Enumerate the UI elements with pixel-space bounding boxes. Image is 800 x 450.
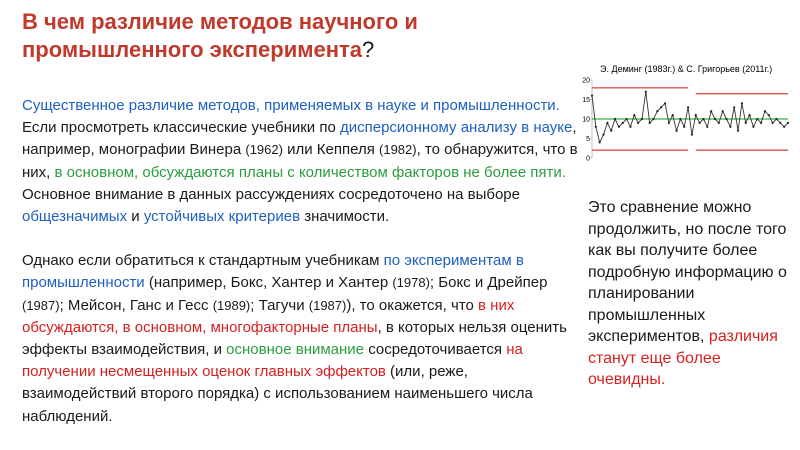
- text-span: общезначимых: [22, 208, 128, 226]
- year-ref: (1982): [379, 142, 417, 158]
- data-point: [668, 122, 670, 124]
- text-span: Однако если обратиться к стандартным учебникам: [22, 252, 384, 270]
- y-tick-label: 5: [586, 136, 590, 143]
- data-point: [772, 122, 774, 124]
- data-point: [752, 126, 754, 128]
- side-text: Это сравнение можно продолжить, но после того как вы получите более подробную информацию о планировании промышленных экспериментов,: [588, 199, 787, 345]
- data-point: [733, 106, 735, 108]
- data-point: [645, 91, 647, 93]
- chart-title: Э. Деминг (1983г.) & С. Григорьев (2011г.): [600, 64, 773, 74]
- year-ref: (1987): [22, 297, 60, 313]
- data-point: [652, 118, 654, 120]
- year-ref: (1978): [392, 275, 430, 291]
- text-span: дисперсионному анализу в науке: [339, 119, 573, 137]
- title-text: В чем различие методов научного и промышленного эксперимента: [22, 9, 418, 62]
- text-span: сосредоточивается: [364, 341, 507, 359]
- data-point: [683, 126, 685, 128]
- data-point: [699, 122, 701, 124]
- control-chart: [582, 62, 794, 162]
- data-point: [787, 122, 789, 124]
- data-point: [748, 114, 750, 116]
- side-note: [588, 197, 798, 391]
- data-point: [741, 102, 743, 104]
- data-point: [725, 118, 727, 120]
- data-point: [706, 126, 708, 128]
- control-chart-svg: [582, 62, 794, 162]
- text-span: ; Тагучи: [250, 296, 309, 314]
- text-span: устойчивых критериев: [143, 208, 301, 226]
- data-point: [641, 118, 643, 120]
- data-point: [737, 130, 739, 132]
- text-span: по экспериментам в промышленности: [22, 252, 524, 292]
- main-text: [22, 95, 578, 428]
- text-span: ), то окажется, что: [346, 296, 479, 314]
- text-span: значимости.: [300, 208, 390, 226]
- text-span: в основном, обсуждаются планы с количеством факторов не более пяти.: [54, 163, 566, 181]
- data-point: [637, 122, 639, 124]
- text-span: основное внимание: [226, 341, 365, 359]
- data-point: [768, 114, 770, 116]
- data-point: [779, 122, 781, 124]
- data-point: [633, 114, 635, 116]
- text-span: ; Бокс и Дрейпер: [429, 274, 548, 292]
- slide-title: [22, 8, 562, 64]
- text-span: и: [127, 208, 144, 226]
- data-point: [756, 118, 758, 120]
- side-highlight: различия станут еще более очевидны.: [588, 328, 778, 388]
- data-point: [606, 122, 608, 124]
- text-span: , то обнаружится, что в них,: [22, 141, 578, 181]
- data-point: [783, 126, 785, 128]
- paragraph-industry: [22, 250, 578, 428]
- data-point: [614, 118, 616, 120]
- data-point: [625, 118, 627, 120]
- data-point: [722, 110, 724, 112]
- data-point: [595, 126, 597, 128]
- data-point: [695, 114, 697, 116]
- text-span: Существенное различие методов, применяемых в науке и промышленности.: [22, 97, 560, 114]
- data-point: [702, 118, 704, 120]
- text-span: , например, монографии Винера: [22, 119, 577, 159]
- data-point: [629, 126, 631, 128]
- data-point: [718, 122, 720, 124]
- data-point: [618, 126, 620, 128]
- text-span: (или, реже, взаимодействий второго порядка) с использованием наименьшего числа наблюдений.: [22, 363, 533, 425]
- data-point: [664, 102, 666, 104]
- data-point: [691, 134, 693, 136]
- text-span: в них обсуждаются, в основном, многофакторные планы: [22, 296, 515, 336]
- data-point: [622, 122, 624, 124]
- data-point: [675, 130, 677, 132]
- year-ref: (1987): [308, 297, 347, 313]
- data-point: [610, 130, 612, 132]
- text-span: на получении несмещенных оценок главных эффектов: [22, 341, 523, 381]
- data-point: [656, 110, 658, 112]
- text-span: (например, Бокс, Хантер и Хантер: [144, 274, 393, 292]
- text-span: , в которых нельзя оценить эффекты взаимодействия, и: [22, 318, 567, 359]
- series-line: [592, 92, 788, 143]
- data-point: [710, 110, 712, 112]
- text-span: или Кеппеля: [282, 141, 380, 159]
- title-question-mark: ?: [362, 37, 375, 62]
- data-point: [745, 122, 747, 124]
- year-ref: (1989): [212, 297, 251, 313]
- y-tick-label: 0: [586, 155, 590, 162]
- text-span: Если просмотреть классические учебники по: [22, 119, 340, 137]
- y-tick-label: 10: [582, 116, 590, 124]
- data-point: [649, 122, 651, 124]
- paragraph-science: [22, 95, 578, 228]
- data-point: [714, 118, 716, 120]
- data-point: [687, 106, 689, 108]
- data-point: [679, 118, 681, 120]
- y-tick-label: 15: [582, 97, 590, 104]
- data-point: [672, 114, 674, 116]
- data-point: [764, 110, 766, 112]
- data-point: [599, 141, 601, 143]
- y-tick-label: 20: [582, 77, 590, 85]
- data-point: [591, 95, 593, 97]
- data-point: [602, 134, 604, 136]
- data-point: [775, 118, 777, 120]
- year-ref: (1962): [245, 142, 283, 158]
- data-point: [660, 106, 662, 108]
- data-point: [729, 126, 731, 128]
- text-span: ; Мейсон, Ганс и Гесс: [59, 296, 213, 314]
- data-point: [760, 122, 762, 124]
- text-span: Основное внимание в данных рассуждениях сосредоточено на выборе: [22, 185, 520, 203]
